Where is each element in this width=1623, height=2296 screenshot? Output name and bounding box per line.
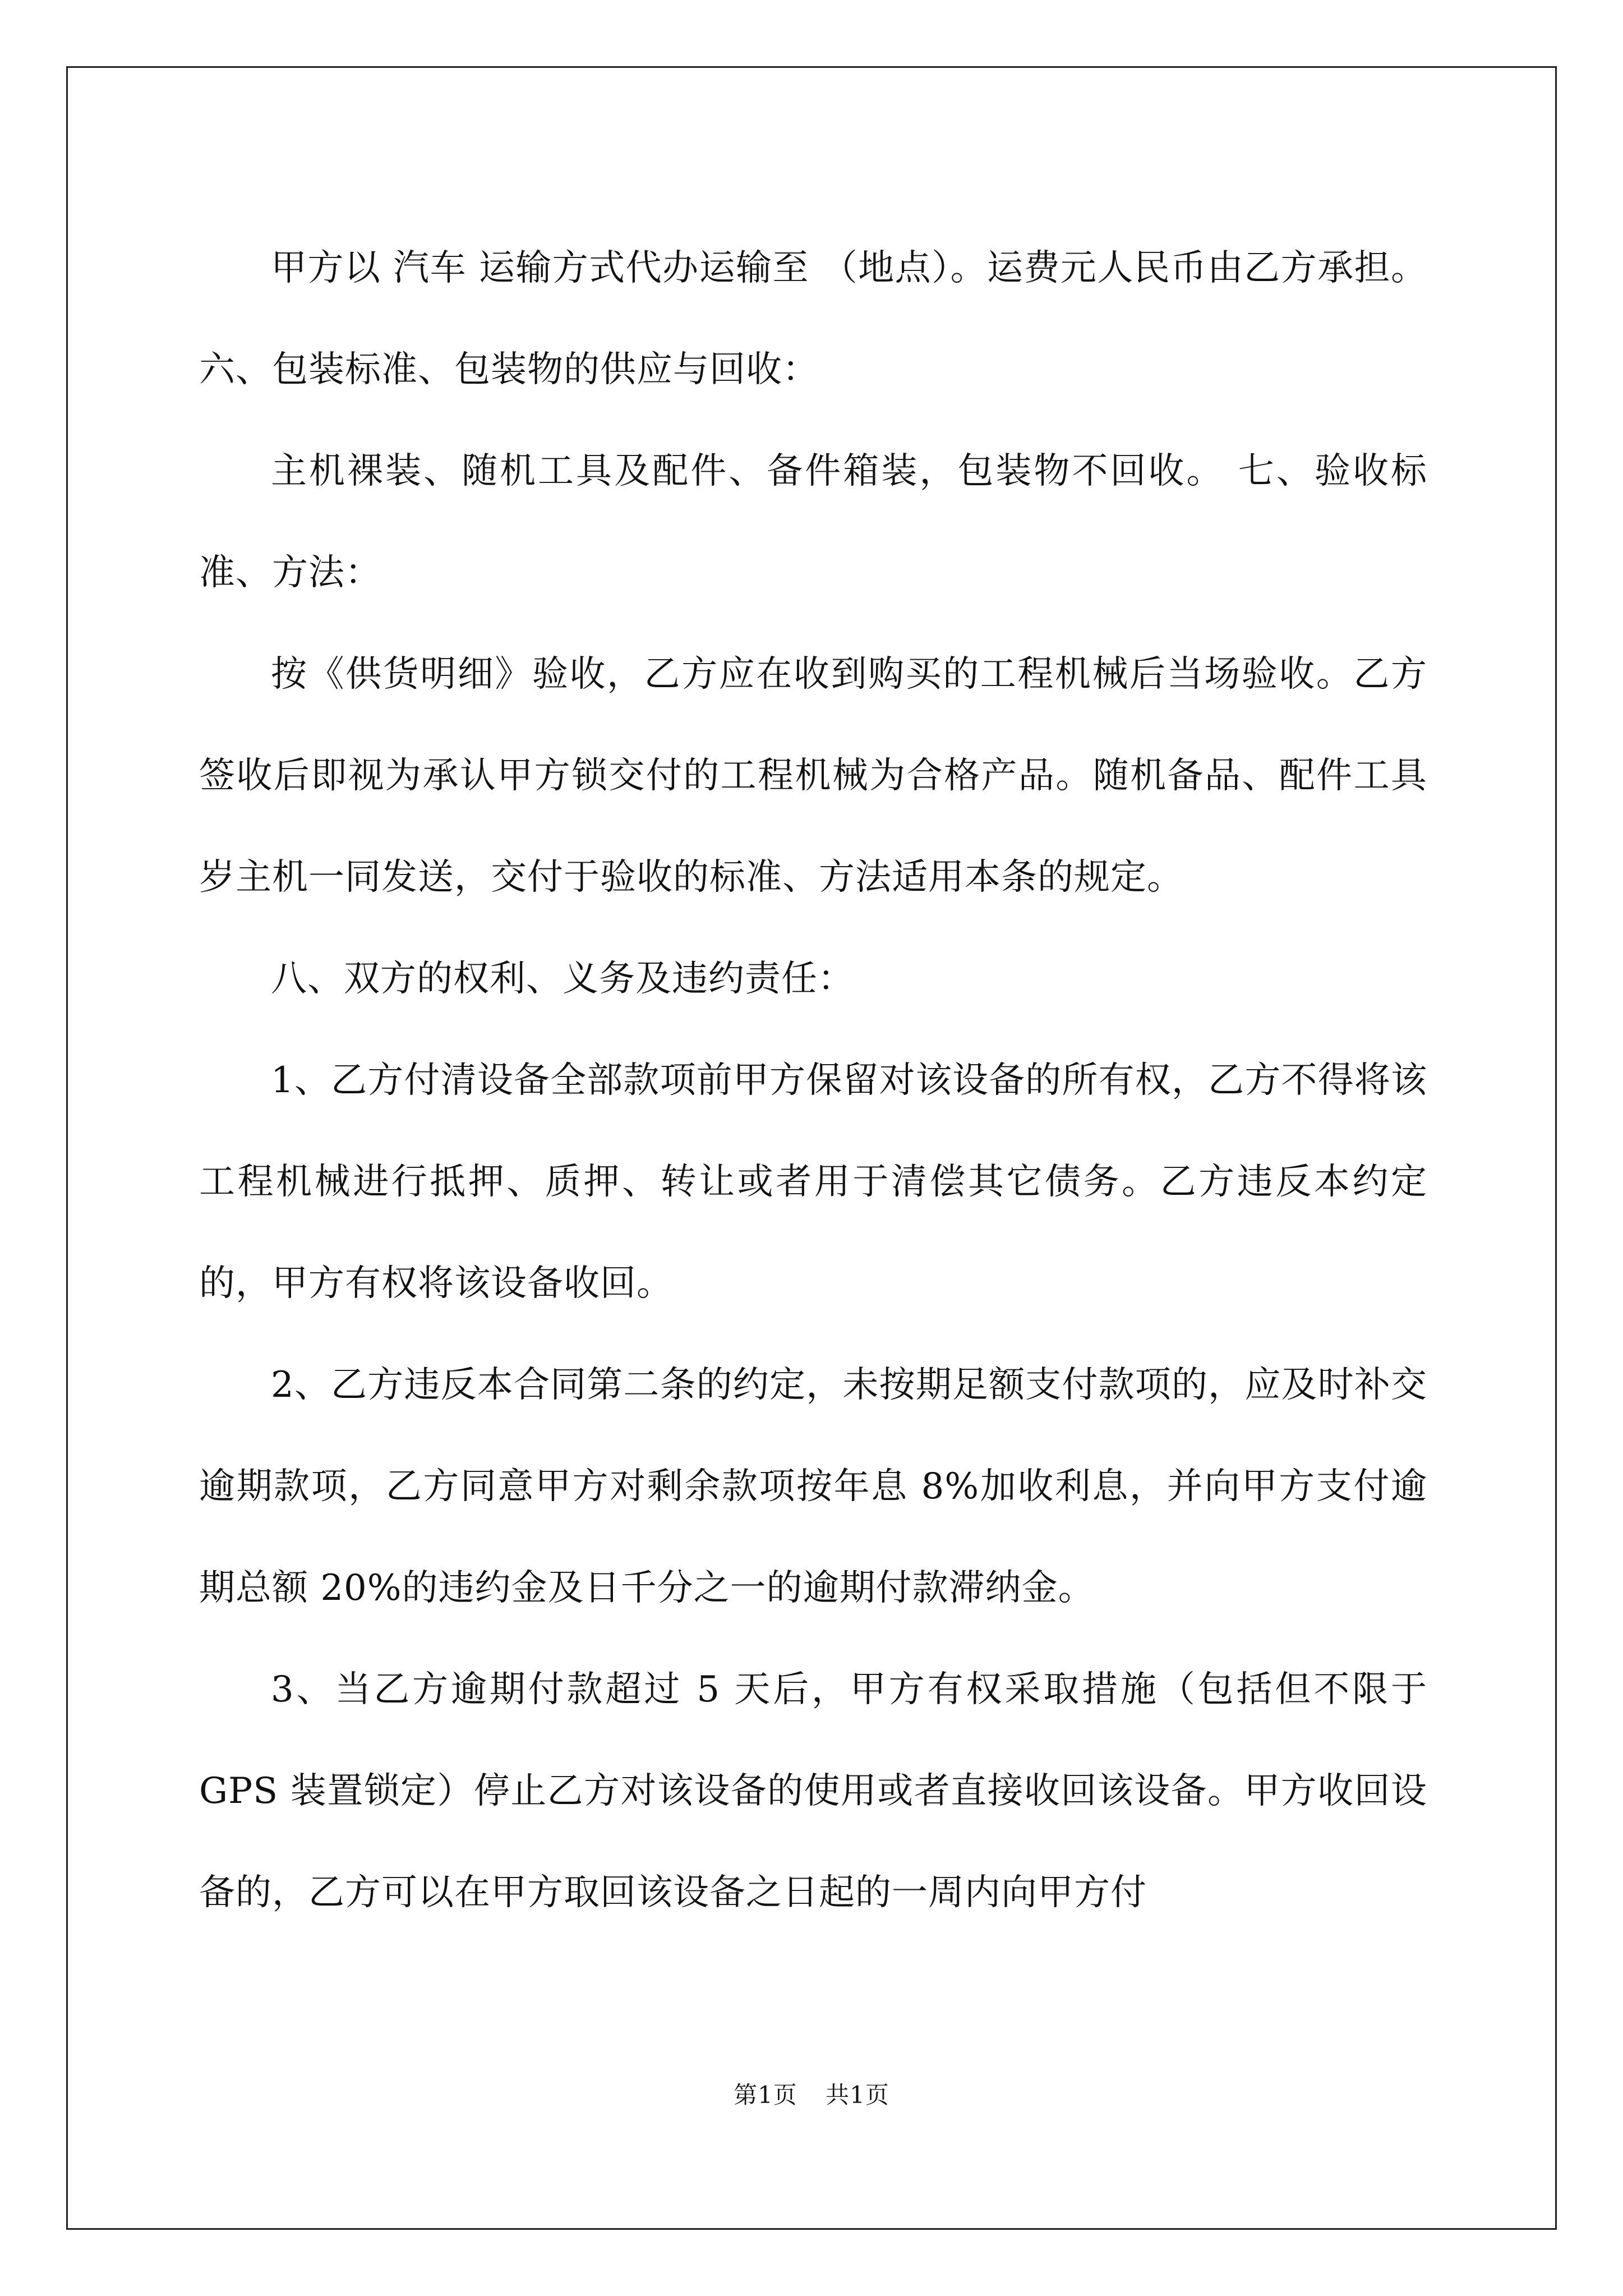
paragraph-packaging: 主机裸装、随机工具及配件、备件箱装，包装物不回收。 七、验收标准、方法： [199,450,1427,593]
paragraph-clause-2: 2、乙方违反本合同第二条的约定，未按期足额支付款项的，应及时补交逾期款项，乙方同意甲方对剩余款项按年息 8%加收利息，并向甲方支付逾期总额 20%的违约金及日千分之一的逾期付款滞纳金。 [199,1364,1427,1609]
paragraph-acceptance: 按《供货明细》验收，乙方应在收到购买的工程机械后当场验收。乙方签收后即视为承认甲方锁交付的工程机械为合格产品。随机备品、配件工具岁主机一同发送，交付于验收的标准、方法适用本条的规定。 [199,654,1427,898]
paragraph-clause-1: 1、乙方付清设备全部款项前甲方保留对该设备的所有权，乙方不得将该工程机械进行抵押、质押、转让或者用于清偿其它债务。乙方违反本约定的，甲方有权将该设备收回。 [199,1060,1427,1304]
section-heading-rights: 八、双方的权利、义务及违约责任： [271,958,854,1000]
paragraph-shipping: 甲方以 汽车 运输方式代办运输至 （地点）。运费元人民币由乙方承担。 六、包装标准、包装物的供应与回收： [199,247,1427,390]
document-body [199,218,1427,1944]
page-total: 共1页 [826,2081,889,2109]
page-footer [0,2078,1623,2112]
paragraph-clause-3: 3、当乙方逾期付款超过 5 天后，甲方有权采取措施（包括但不限于 GPS 装置锁定）停止乙方对该设备的使用或者直接收回该设备。甲方收回设备的，乙方可以在甲方取回该设备之日起的一周内向甲方付 [199,1669,1427,1913]
page-number: 第1页 [734,2081,797,2109]
